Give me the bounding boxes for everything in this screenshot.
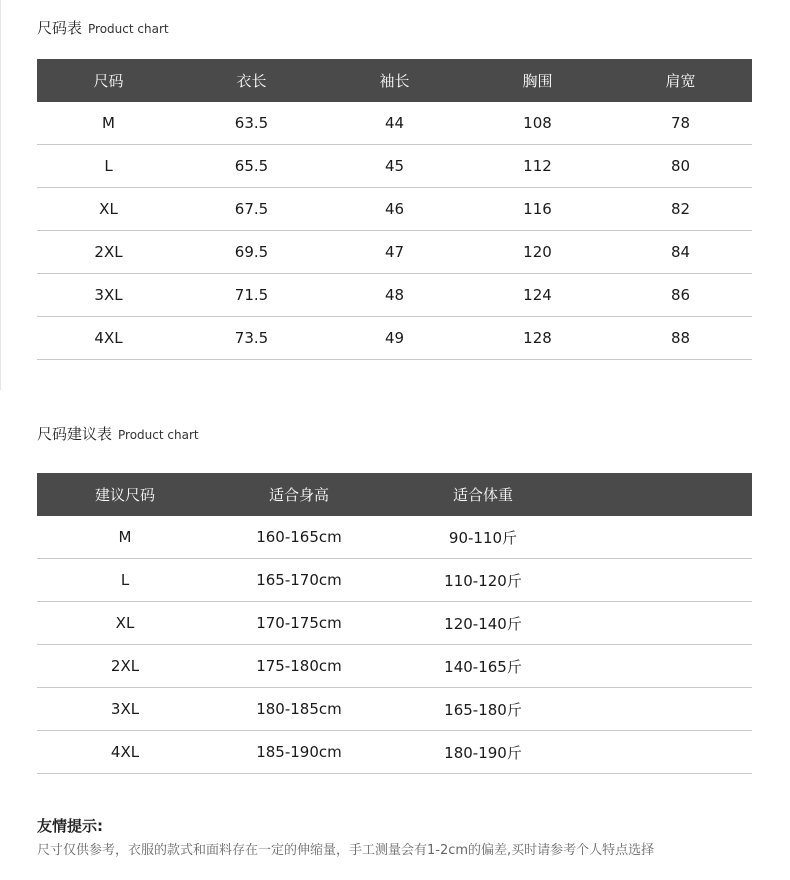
table-cell: M	[37, 102, 180, 145]
table-cell: 120-140斤	[385, 602, 581, 645]
table-cell: 4XL	[37, 731, 213, 774]
table-cell: 2XL	[37, 645, 213, 688]
table-cell: 88	[609, 317, 752, 360]
table-cell: 3XL	[37, 274, 180, 317]
table-cell: 69.5	[180, 231, 323, 274]
table-cell: 67.5	[180, 188, 323, 231]
table-cell: M	[37, 516, 213, 559]
recommend-chart-title-cn: 尺码建议表	[37, 425, 113, 443]
table-cell: 63.5	[180, 102, 323, 145]
table-cell: 48	[323, 274, 466, 317]
tips-text: 尺寸仅供参考，衣服的款式和面料存在一定的伸缩量，手工测量会有1-2cm的偏差,买时请参考个人特点选择	[37, 843, 655, 858]
table-cell: 175-180cm	[213, 645, 385, 688]
table-cell: 140-165斤	[385, 645, 581, 688]
size-chart-title-cn: 尺码表	[37, 19, 83, 37]
table-cell: 80	[609, 145, 752, 188]
table-cell: 44	[323, 102, 466, 145]
table-cell	[581, 516, 752, 559]
table-row	[37, 645, 752, 688]
table-cell: 108	[466, 102, 609, 145]
table-cell	[581, 602, 752, 645]
recommend-chart-header-row	[37, 473, 752, 516]
table-cell: 49	[323, 317, 466, 360]
recommend-chart-table	[37, 473, 752, 774]
table-row	[37, 274, 752, 317]
table-row	[37, 688, 752, 731]
table-cell: 2XL	[37, 231, 180, 274]
table-cell: 45	[323, 145, 466, 188]
table-cell: 112	[466, 145, 609, 188]
recommend-chart-subtitle: Product chart	[118, 428, 199, 442]
table-cell: 73.5	[180, 317, 323, 360]
table-cell: 124	[466, 274, 609, 317]
table-cell: 4XL	[37, 317, 180, 360]
table-cell: 84	[609, 231, 752, 274]
table-cell: 86	[609, 274, 752, 317]
left-edge-rule	[0, 0, 1, 390]
table-cell: 71.5	[180, 274, 323, 317]
table-cell: 185-190cm	[213, 731, 385, 774]
table-cell: 3XL	[37, 688, 213, 731]
size-chart-header-length: 衣长	[180, 59, 323, 102]
table-cell	[581, 688, 752, 731]
recommend-chart-title	[37, 423, 199, 444]
table-cell: 120	[466, 231, 609, 274]
table-row	[37, 145, 752, 188]
table-cell	[581, 731, 752, 774]
table-cell: XL	[37, 188, 180, 231]
size-chart-header-shoulder: 肩宽	[609, 59, 752, 102]
table-cell: 65.5	[180, 145, 323, 188]
table-row	[37, 231, 752, 274]
table-cell: 46	[323, 188, 466, 231]
table-row	[37, 731, 752, 774]
table-cell: 110-120斤	[385, 559, 581, 602]
table-cell: L	[37, 559, 213, 602]
table-cell: 180-190斤	[385, 731, 581, 774]
recommend-chart-header-weight: 适合体重	[385, 473, 581, 516]
table-cell: 116	[466, 188, 609, 231]
table-row	[37, 188, 752, 231]
table-row	[37, 559, 752, 602]
recommend-chart-header-height: 适合身高	[213, 473, 385, 516]
table-row	[37, 102, 752, 145]
table-cell: 78	[609, 102, 752, 145]
size-chart-table	[37, 59, 752, 360]
table-row	[37, 602, 752, 645]
size-chart-header-sleeve: 袖长	[323, 59, 466, 102]
recommend-chart-header-empty	[581, 473, 752, 516]
table-cell	[581, 559, 752, 602]
size-chart-header-chest: 胸围	[466, 59, 609, 102]
table-cell: 160-165cm	[213, 516, 385, 559]
size-chart-header-row	[37, 59, 752, 102]
recommend-chart-header-size: 建议尺码	[37, 473, 213, 516]
table-cell: 170-175cm	[213, 602, 385, 645]
table-cell	[581, 645, 752, 688]
table-cell: 165-180斤	[385, 688, 581, 731]
table-cell: 128	[466, 317, 609, 360]
table-cell: 82	[609, 188, 752, 231]
table-cell: L	[37, 145, 180, 188]
table-cell: 180-185cm	[213, 688, 385, 731]
size-chart-title	[37, 17, 169, 38]
tips-title: 友情提示:	[37, 817, 103, 835]
table-cell: 90-110斤	[385, 516, 581, 559]
table-row	[37, 516, 752, 559]
table-cell: 165-170cm	[213, 559, 385, 602]
table-cell: 47	[323, 231, 466, 274]
size-chart-header-size: 尺码	[37, 59, 180, 102]
table-cell: XL	[37, 602, 213, 645]
table-row	[37, 317, 752, 360]
size-chart-subtitle: Product chart	[88, 22, 169, 36]
